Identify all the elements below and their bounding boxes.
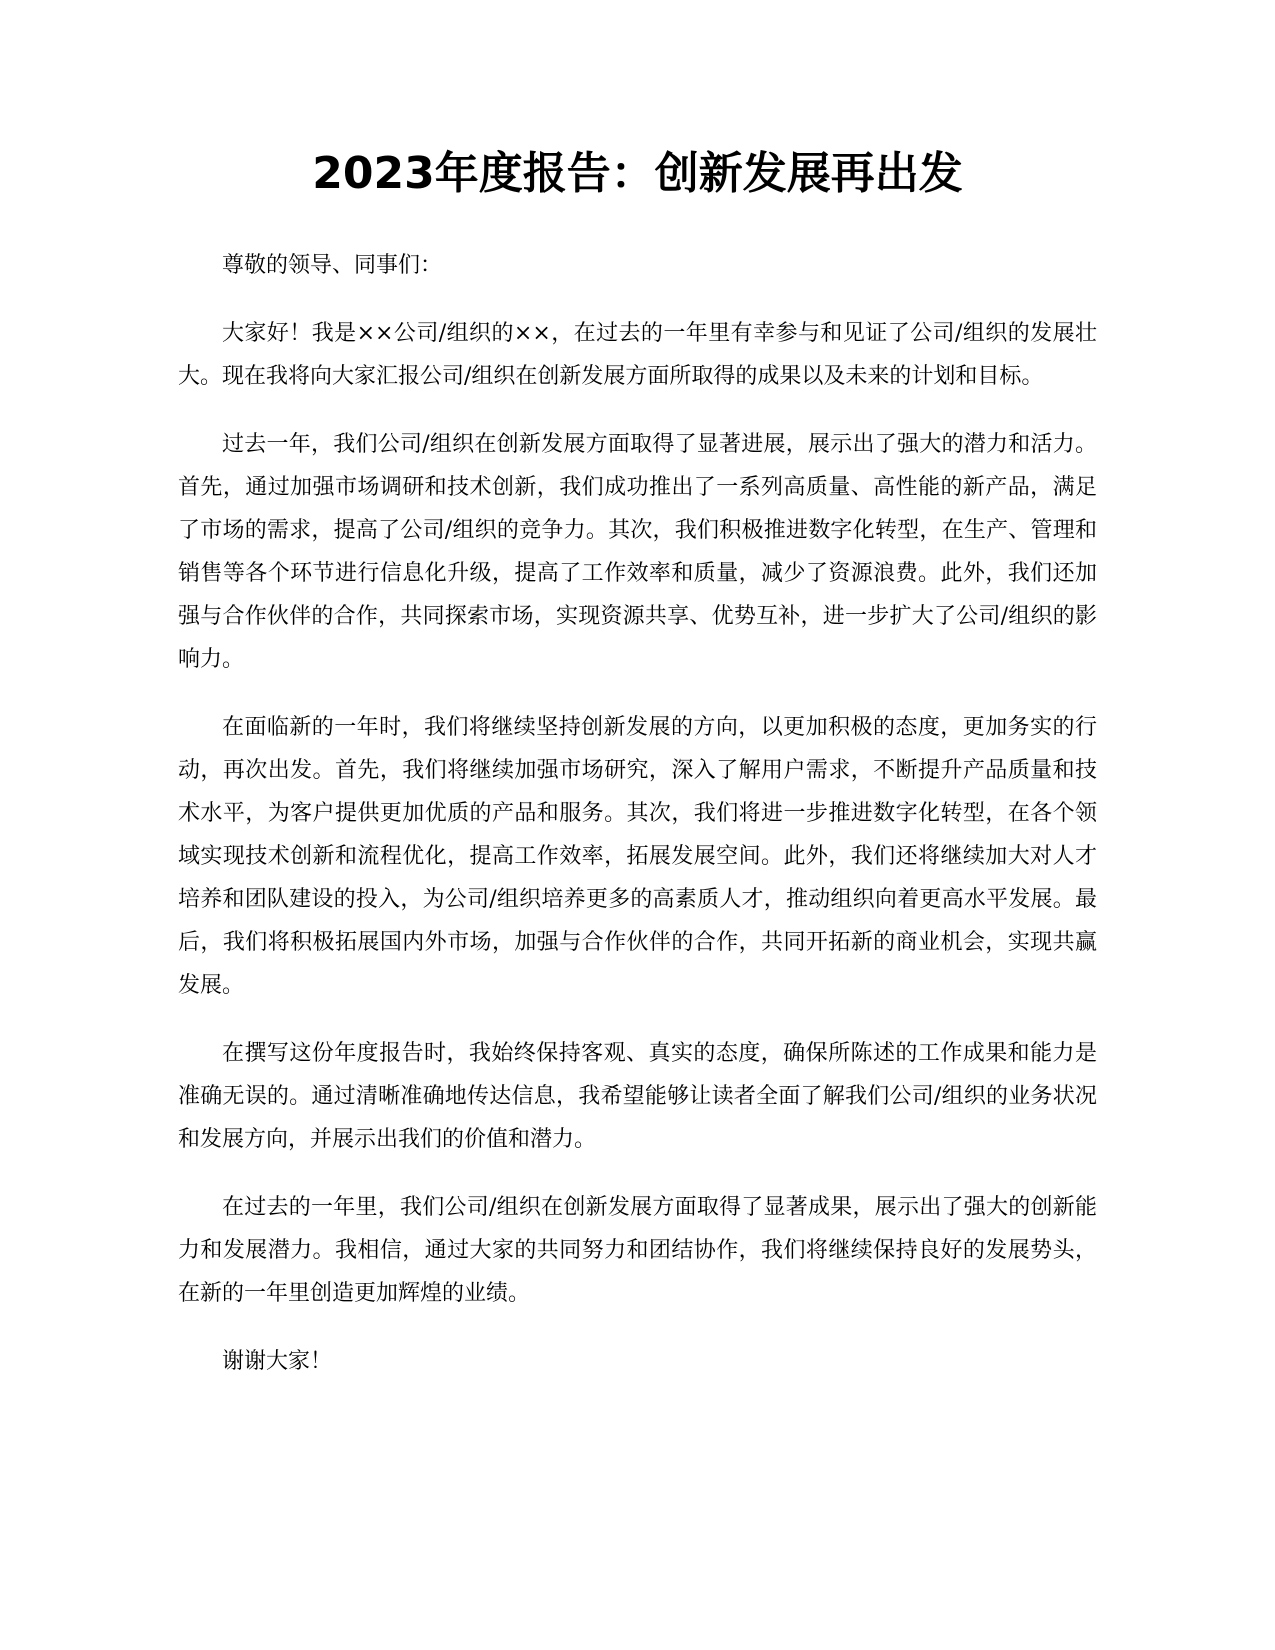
- closing-thanks: 谢谢大家！: [222, 1349, 333, 1374]
- salutation: 尊敬的领导、同事们：: [222, 253, 443, 278]
- paragraph-new-year-plan: 在面临新的一年时，我们将继续坚持创新发展的方向，以更加积极的态度，更加务实的行动，再次出发。首先，我们将继续加强市场研究，深入了解用户需求，不断提升产品质量和技术水平，为客户提供更加优质的产品和服务。其次，我们将进一步推进数字化转型，在各个领域实现技术创新和流程优化，提高工作效率，拓展发展空间。此外，我们还将继续加大对人才培养和团队建设的投入，为公司/组织培养更多的高素质人才，推动组织向着更高水平发展。最后，我们将积极拓展国内外市场，加强与合作伙伴的合作，共同开拓新的商业机会，实现共赢发展。: [178, 715, 1097, 998]
- document-body: [178, 244, 1097, 1383]
- paragraph-conclusion: 在过去的一年里，我们公司/组织在创新发展方面取得了显著成果，展示出了强大的创新能力和发展潜力。我相信，通过大家的共同努力和团结协作，我们将继续保持良好的发展势头，在新的一年里创造更加辉煌的业绩。: [178, 1195, 1097, 1306]
- paragraph-greeting: 大家好！我是××公司/组织的××，在过去的一年里有幸参与和见证了公司/组织的发展壮大。现在我将向大家汇报公司/组织在创新发展方面所取得的成果以及未来的计划和目标。: [178, 321, 1097, 389]
- paragraph-report-attitude: 在撰写这份年度报告时，我始终保持客观、真实的态度，确保所陈述的工作成果和能力是准确无误的。通过清晰准确地传达信息，我希望能够让读者全面了解我们公司/组织的业务状况和发展方向，并展示出我们的价值和潜力。: [178, 1041, 1097, 1152]
- document-title: 2023年度报告：创新发展再出发: [312, 148, 963, 199]
- paragraph-past-year: 过去一年，我们公司/组织在创新发展方面取得了显著进展，展示出了强大的潜力和活力。首先，通过加强市场调研和技术创新，我们成功推出了一系列高质量、高性能的新产品，满足了市场的需求，提高了公司/组织的竞争力。其次，我们积极推进数字化转型，在生产、管理和销售等各个环节进行信息化升级，提高了工作效率和质量，减少了资源浪费。此外，我们还加强与合作伙伴的合作，共同探索市场，实现资源共享、优势互补，进一步扩大了公司/组织的影响力。: [178, 432, 1097, 672]
